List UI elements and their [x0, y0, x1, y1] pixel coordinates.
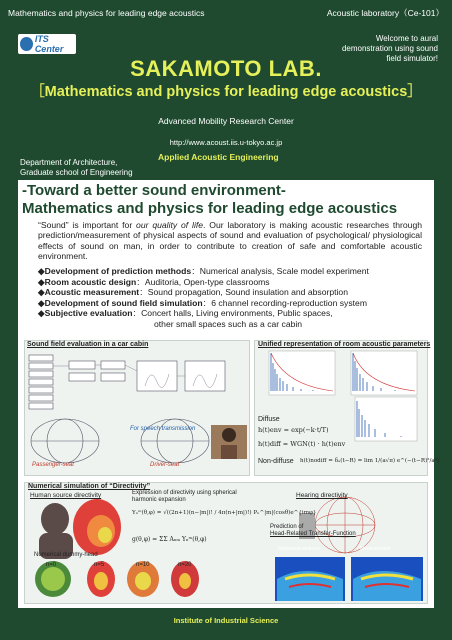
lab-subtitle: ［Mathematics and physics for leading edge acoustics］: [30, 84, 422, 100]
diffuse-label: Diffuse: [258, 416, 280, 423]
intro-text-before: “Sound” is important for: [38, 220, 137, 230]
envelope-equation: h(t)env = exp(−k·t/T): [258, 426, 329, 434]
bullet-item: [38, 287, 428, 298]
main-heading-line-2: Mathematics and physics for leading edge acoustics: [22, 200, 398, 217]
n20-label: n=20: [178, 562, 192, 568]
bullet-title: ◆Room acoustic design: [38, 276, 137, 287]
bullet-title: ◆Development of prediction methods: [38, 266, 192, 276]
hrtf-line-1: Prediction of: [270, 524, 304, 530]
human-directivity-label: Human source directivity: [30, 492, 102, 499]
header-bar: [8, 5, 444, 21]
spherical-harmonic-equation: Yₙᵐ(θ,φ) = √((2n+1)(n−|m|)! / 4π(n+|m|)!) Pₙ^|m|(cosθ)e^{imφ}: [132, 510, 317, 516]
impulse-response-plots: [255, 341, 431, 476]
main-heading-line-1: -Toward a better sound environment-: [22, 182, 286, 199]
hrtf-line-2: Head-Related Transfer-Function: [270, 531, 356, 537]
department-line-1: Department of Architecture,: [20, 158, 118, 167]
harmonic-expansion-text: Expression of directivity using spherical harmonic expansion: [132, 490, 237, 503]
lab-title: SAKAMOTO LAB.: [130, 56, 322, 81]
n0-label: n=0: [46, 562, 57, 568]
directivity-sum-equation: g(θ,φ) = ΣΣ Aₙₘ Yₙᵐ(θ,φ): [132, 536, 207, 543]
bullet-title: ◆Acoustic measurement: [38, 287, 140, 298]
intro-emphasis: our quality of life: [136, 220, 204, 230]
n5-label: n=5: [94, 562, 105, 568]
header-left-text: Mathematics and physics for leading edge acoustics: [8, 8, 205, 18]
hrtf-label: [270, 524, 356, 538]
bullet-item: [38, 266, 428, 277]
main-heading: [22, 182, 434, 218]
lab-url: http://www.acoust.iis.u-tokyo.ac.jp: [169, 138, 283, 147]
footer-institute: Institute of Industrial Science: [173, 616, 279, 625]
passenger-seat-label: Passenger-seat: [32, 462, 74, 468]
center-name: Advanced Mobility Research Center: [158, 116, 294, 126]
bullet-text: ：Auditoria, Open-type classrooms: [136, 276, 270, 287]
department-line-2: Graduate school of Engineering: [20, 168, 133, 177]
car-cabin-title: Sound field evaluation in a car cabin: [27, 341, 149, 348]
numerical-analysis-label: Numerical analysis: [278, 546, 320, 552]
bullet-item: [38, 277, 428, 288]
nondiffuse-label: Non-diffuse: [258, 458, 294, 465]
harmonic-expansion-label: [132, 490, 262, 504]
n10-label: n=10: [136, 562, 150, 568]
nondiffuse-equation: h(t)nodiff = δₐ(t−R) = lim 1/(a√π) e^(−(t−R)²/a²): [300, 458, 440, 464]
bullet-item: [38, 298, 428, 309]
field-name: Applied Acoustic Engineering: [158, 152, 279, 162]
directivity-title: Numerical simulation of “Directivity”: [28, 483, 151, 490]
its-center-logo: [18, 34, 76, 54]
speech-transmission-label: For speech transmission: [130, 426, 196, 432]
research-bullets: [38, 266, 428, 330]
bullet-text: ：Concert halls, Living environments, Public spaces,: [132, 308, 333, 319]
intro-text-after: . Our laboratory is making acoustic researches through prediction/measurement of physical aspects of sound and evaluation of psychological/ physiological effects of sound on man, in order to contribute to creation of safe and comfortable acoustic environment.: [38, 220, 423, 262]
dummy-head-label: Numerical dummy-head: [34, 552, 98, 558]
header-right-text: Acoustic laboratory（Ce-101）: [326, 8, 444, 18]
intro-paragraph: [38, 220, 422, 262]
bullet-text: ：Sound propagation, Sound insulation and absorption: [139, 287, 348, 298]
driver-seat-label: Driver-seat: [150, 462, 180, 468]
department-text: [20, 158, 133, 178]
bullet-text: ：Numerical analysis, Scale model experiment: [191, 266, 369, 276]
welcome-text: Welcome to aural demonstration using sound field simulator!: [341, 34, 438, 63]
bullet-item: [38, 308, 428, 319]
bullet-text: ：6 channel recording-reproduction system: [202, 297, 367, 308]
room-params-figure: [254, 340, 431, 476]
hearing-directivity-label: Hearing directivity: [296, 492, 348, 499]
bullet-title: ◆Subjective evaluation: [38, 308, 133, 319]
bullet-continuation: other small spaces such as a car cabin: [154, 318, 303, 329]
car-cabin-diagram: [25, 341, 250, 476]
bullet-title: ◆Development of sound field simulation: [38, 297, 203, 308]
logo-text: ITS Center: [34, 34, 64, 54]
diffuse-equation: h(t)diff = WGN(t) · h(t)env: [258, 440, 346, 448]
room-params-title: Unified representation of room acoustic parameters: [258, 341, 431, 348]
car-cabin-figure: [24, 340, 250, 476]
logo-mark-icon: [20, 37, 33, 51]
measurement-label: Measurement: [360, 546, 391, 552]
